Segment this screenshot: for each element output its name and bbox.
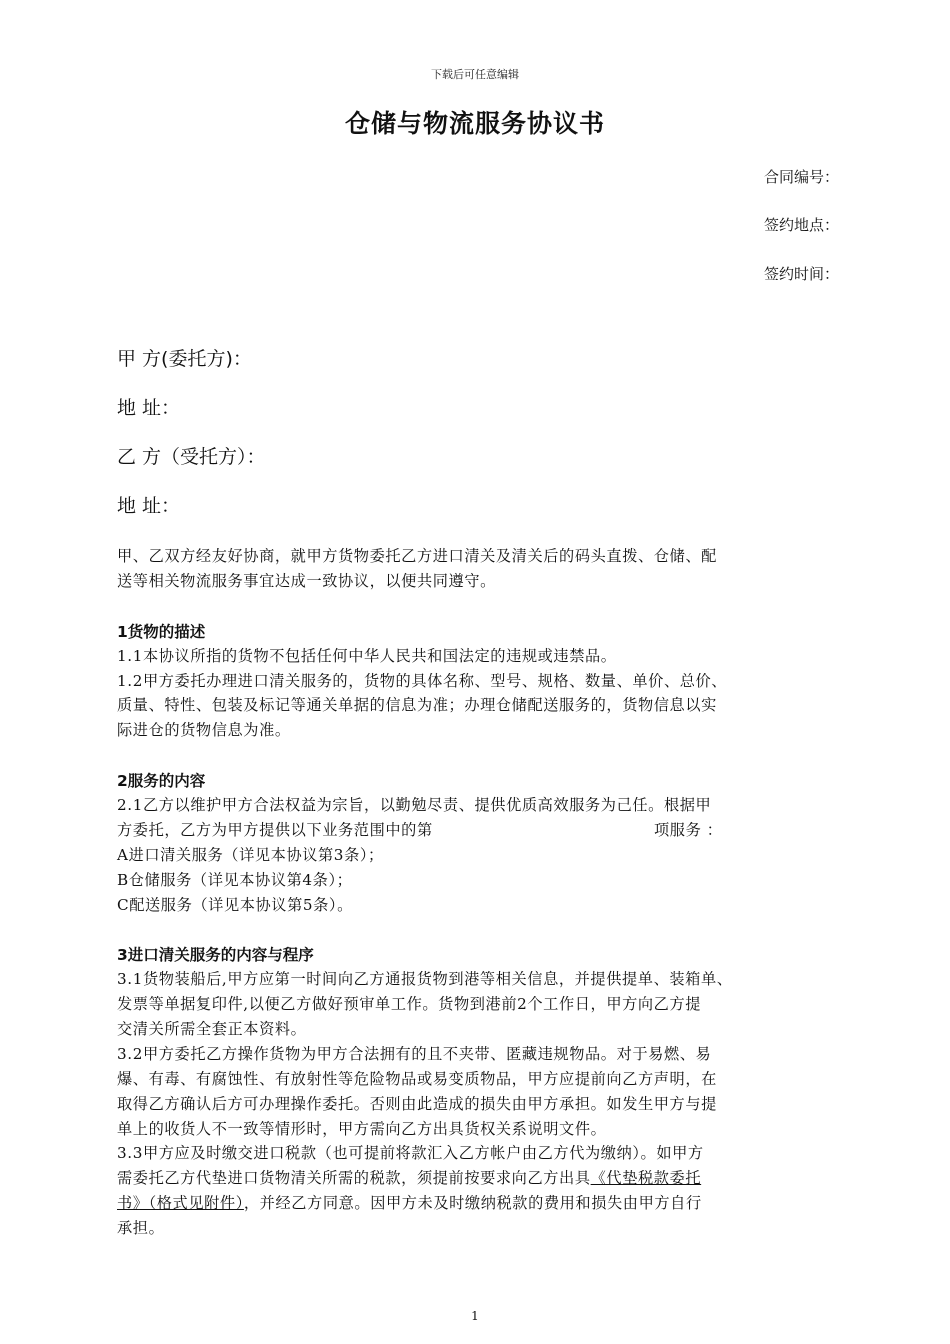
party-a-address-label: 地 址： xyxy=(117,397,181,419)
service-item: B仓储服务（详见本协议第4条）； xyxy=(117,871,353,889)
section-line: 3.3甲方应及时缴交进口税款（也可提前将款汇入乙方帐户由乙方代为缴纳）。如甲方 xyxy=(117,1144,704,1162)
section-heading: 1货物的描述 xyxy=(117,623,206,641)
section-line: 取得乙方确认后方可办理操作委托。否则由此造成的损失由甲方承担。如发生甲方与提 xyxy=(117,1095,717,1113)
section-line: 2.1乙方以维护甲方合法权益为宗旨，以勤勉尽责、提供优质高效服务为己任。根据甲 xyxy=(117,796,712,814)
party-a-label: 甲 方(委托方)： xyxy=(117,348,252,370)
section-line: 3.1货物装船后,甲方应第一时间向乙方通报货物到港等相关信息，并提供提单、装箱单、 xyxy=(117,970,733,988)
section-line xyxy=(117,1167,701,1188)
section-line: 承担。 xyxy=(117,1219,165,1237)
page-number: 1 xyxy=(471,1309,479,1323)
section-line: 交清关所需全套正本资料。 xyxy=(117,1020,307,1038)
service-item: A进口清关服务（详见本协议第3条）； xyxy=(117,846,384,864)
section-line: 爆、有毒、有腐蚀性、有放射性等危险物品或易变质物品，甲方应提前向乙方声明，在 xyxy=(117,1070,717,1088)
section-heading: 3进口清关服务的内容与程序 xyxy=(117,946,314,964)
intro-line: 送等相关物流服务事宜达成一致协议，以便共同遵守。 xyxy=(117,572,496,590)
header-note: 下载后可任意编辑 xyxy=(431,68,519,81)
section-heading: 2服务的内容 xyxy=(117,772,206,790)
section-line: 方委托，乙方为甲方提供以下业务范围中的第 xyxy=(117,821,433,839)
service-item: C配送服务（详见本协议第5条）。 xyxy=(117,896,353,914)
section-line: 发票等单据复印件,以便乙方做好预审单工作。货物到港前2个工作日，甲方向乙方提 xyxy=(117,995,702,1013)
section-line: 质量、特性、包装及标记等通关单据的信息为准；办理仓储配送服务的，货物信息以实 xyxy=(117,696,717,714)
section-line xyxy=(117,1192,702,1213)
tax-advance-form-link: 书》（格式见附件） xyxy=(117,1194,244,1212)
contract-number-label: 合同编号： xyxy=(764,168,840,186)
party-b-address-label: 地 址： xyxy=(117,495,181,517)
party-b-label: 乙 方（受托方）： xyxy=(117,446,266,468)
section-line: 1.2甲方委托办理进口清关服务的，货物的具体名称、型号、规格、数量、单价、总价、 xyxy=(117,672,728,690)
service-count-suffix: 项服务 ： xyxy=(654,821,723,839)
section-line: 1.1本协议所指的货物不包括任何中华人民共和国法定的违规或违禁品。 xyxy=(117,647,617,665)
tax-advance-form-link: 《代垫税款委托 xyxy=(590,1169,702,1187)
sign-place-label: 签约地点： xyxy=(764,216,840,234)
sign-time-label: 签约时间： xyxy=(764,265,840,283)
document-title: 仓储与物流服务协议书 xyxy=(344,109,605,138)
section-line: 单上的收货人不一致等情形时，甲方需向乙方出具货权关系说明文件。 xyxy=(117,1120,607,1138)
section-line: 际进仓的货物信息为准。 xyxy=(117,721,291,739)
section-text: 需委托乙方代垫进口货物清关所需的税款，须提前按要求向乙方出具 xyxy=(117,1169,591,1187)
section-line: 3.2甲方委托乙方操作货物为甲方合法拥有的且不夹带、匿藏违规物品。对于易燃、易 xyxy=(117,1045,712,1063)
section-text: ，并经乙方同意。因甲方未及时缴纳税款的费用和损失由甲方自行 xyxy=(243,1194,702,1212)
intro-line: 甲、乙双方经友好协商，就甲方货物委托乙方进口清关及清关后的码头直拨、仓储、配 xyxy=(117,547,717,565)
